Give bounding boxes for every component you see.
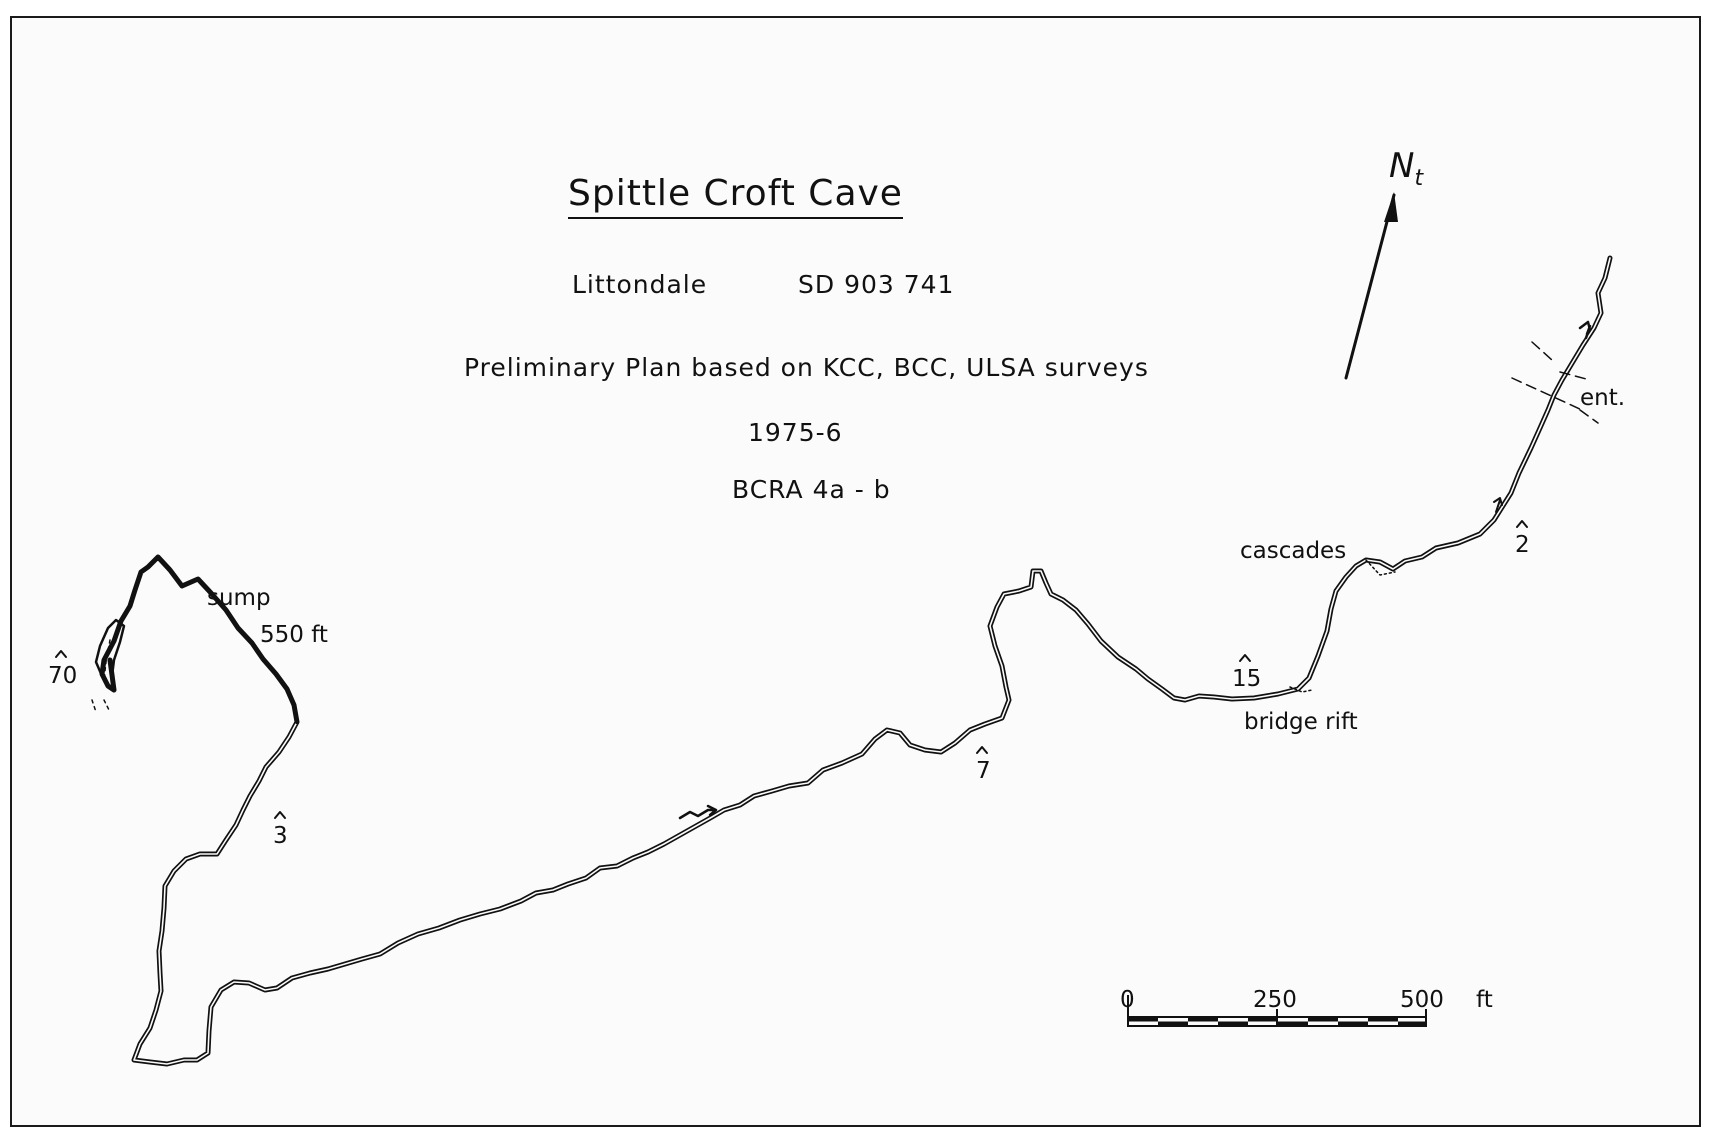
scale-unit: ft — [1476, 987, 1493, 1013]
survey-years: 1975-6 — [748, 418, 843, 447]
map-title: Spittle Croft Cave — [568, 172, 903, 219]
entrance-label: ent. — [1580, 385, 1626, 411]
sump-label: sump — [207, 585, 271, 611]
sump-length-label: 550 ft — [260, 622, 328, 648]
north-arrow — [1346, 195, 1394, 378]
cascades-label: cascades — [1240, 538, 1347, 564]
north-arrow-head — [1384, 192, 1398, 222]
station-7-label: 7 — [976, 758, 991, 784]
north-label: $N_t$ — [1389, 146, 1424, 191]
location-label: Littondale — [572, 270, 708, 299]
station-3-label: 3 — [273, 823, 288, 849]
survey-grade: BCRA 4a - b — [732, 475, 891, 504]
station-70-label: 70 — [48, 663, 78, 689]
station-15-label: 15 — [1232, 666, 1262, 692]
grid-reference: SD 903 741 — [798, 270, 955, 299]
scale-tick-250: 250 — [1253, 987, 1297, 1013]
bridge-rift-label: bridge rift — [1244, 709, 1358, 735]
survey-description: Preliminary Plan based on KCC, BCC, ULSA surveys — [464, 353, 1149, 382]
station-2-label: 2 — [1515, 532, 1530, 558]
scale-tick-500: 500 — [1400, 987, 1444, 1013]
scale-tick-0: 0 — [1120, 987, 1135, 1013]
